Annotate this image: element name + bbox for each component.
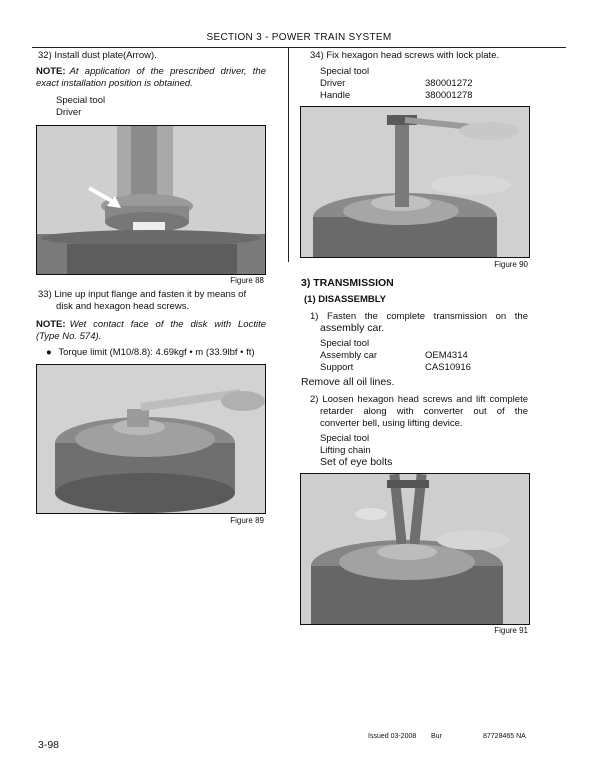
figure-90-image	[300, 106, 530, 258]
note-2-line-2: (Type No. 574).	[36, 331, 102, 342]
tool-row-assembly-car	[320, 350, 468, 362]
page-header: SECTION 3 - POWER TRAIN SYSTEM	[206, 32, 392, 43]
section-title-transmission: 3) TRANSMISSION	[301, 277, 394, 289]
right-special-tool-heading-2: Special tool	[320, 338, 370, 349]
tool-row-driver	[320, 78, 473, 90]
step-34: 34) Fix hexagon head screws with lock plate.	[310, 50, 500, 61]
tool-number: OEM4314	[425, 350, 468, 361]
torque-limit-text: Torque limit (M10/8.8): 4.69kgf • m (33.9lbf • ft)	[58, 347, 255, 358]
tool-name: Driver	[320, 78, 346, 89]
figure-88-image	[36, 125, 266, 275]
step-1-line-1: 1) Fasten the complete transmission on the	[310, 311, 528, 322]
header-rule	[32, 47, 566, 48]
figure-90-caption: Figure 90	[494, 260, 528, 269]
step-2-line-1: 2) Loosen hexagon head screws and lift complete	[310, 394, 528, 405]
document-code: 87728465 NA	[483, 733, 526, 740]
figure-91-image	[300, 473, 530, 625]
tool-name: Support	[320, 362, 354, 373]
bullet-icon: ●	[46, 347, 52, 358]
tool-number: 380001272	[425, 78, 473, 89]
left-special-tool-heading: Special tool	[56, 95, 106, 106]
note-1	[36, 66, 266, 90]
note-2-line-1: Wet contact face of the disk with Loctite	[69, 319, 266, 330]
tool-number: CAS10916	[425, 362, 471, 373]
left-tool-driver: Driver	[56, 107, 82, 118]
note-2-label: NOTE:	[36, 319, 66, 330]
tool-name: Handle	[320, 90, 351, 101]
figure-89-caption: Figure 89	[230, 516, 264, 525]
tool-row-support	[320, 362, 471, 374]
figure-91-caption: Figure 91	[494, 626, 528, 635]
language-code: Bur	[431, 733, 442, 740]
column-divider	[288, 48, 289, 262]
right-special-tool-heading-3: Special tool	[320, 433, 370, 444]
note-1-label: NOTE:	[36, 66, 66, 77]
note-2	[36, 319, 266, 343]
tool-lifting-chain: Lifting chain	[320, 445, 371, 456]
tool-number: 380001278	[425, 90, 473, 101]
tool-row-handle	[320, 90, 473, 102]
tool-eye-bolts: Set of eye bolts	[320, 456, 393, 468]
figure-89-image	[36, 364, 266, 514]
issued-date: Issued 03-2008	[368, 733, 417, 740]
step-2-line-3: converter bell, using lifting device.	[320, 418, 463, 429]
remove-oil-lines: Remove all oil lines.	[301, 376, 395, 388]
note-1-line-2: exact installation position is obtained.	[36, 78, 193, 89]
torque-limit	[46, 347, 255, 359]
page-number: 3-98	[38, 739, 60, 751]
step-33-line-1: 33) Line up input flange and fasten it by means of	[38, 289, 247, 300]
step-2-line-2: retarder along with converter out of the	[320, 406, 528, 417]
step-33-line-2: disk and hexagon head screws.	[56, 301, 190, 312]
right-special-tool-heading: Special tool	[320, 66, 370, 77]
tool-name: Assembly car	[320, 350, 378, 361]
subsection-title-disassembly: (1) DISASSEMBLY	[304, 294, 386, 305]
note-1-line-1: At application of the prescribed driver, the	[69, 66, 266, 77]
step-1-line-2: assembly car.	[320, 322, 385, 334]
step-32: 32) Install dust plate(Arrow).	[38, 50, 157, 61]
figure-88-caption: Figure 88	[230, 276, 264, 285]
